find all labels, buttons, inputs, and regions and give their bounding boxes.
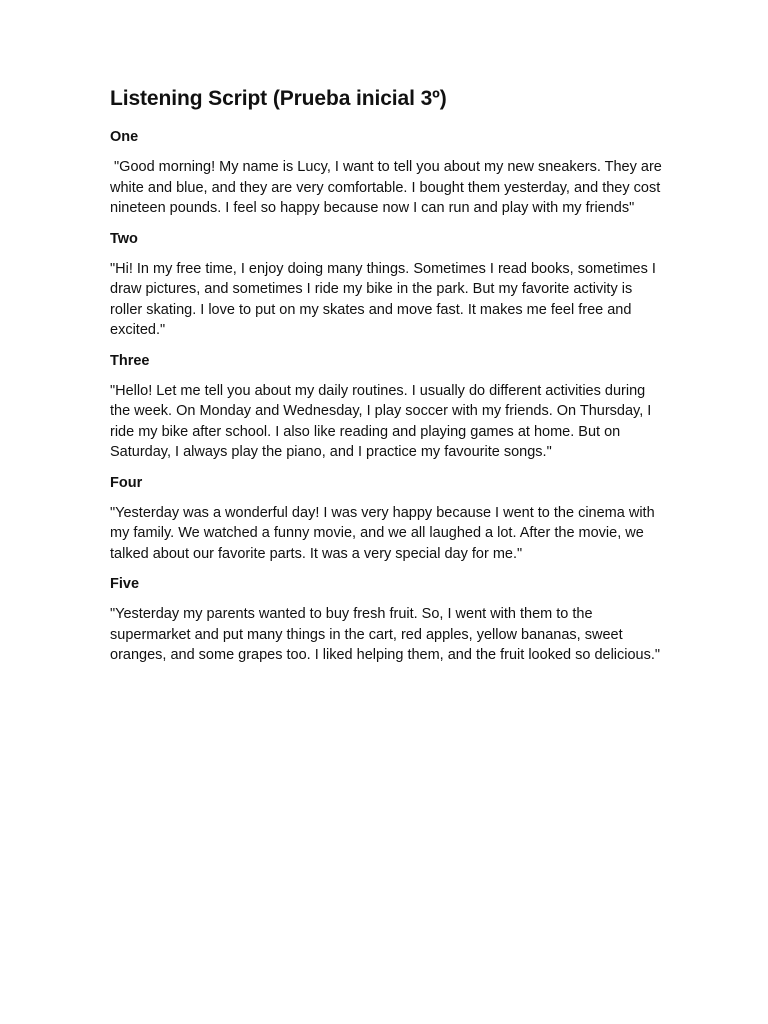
section-heading: Two [110,230,138,247]
section-text: "Yesterday my parents wanted to buy fresh fruit. So, I went with them to the supermarket and put many things in the cart, red apples, yellow bananas, sweet oranges, and some grapes too. I liked helping them, and the fruit looked so delicious." [110,606,661,663]
section-heading: Five [110,576,140,592]
section-text: "Hello! Let me tell you about my daily routines. I usually do different activities during the week. On Monday and Wednesday, I play soccer with my friends. On Thursday, I ride my bike after school. I also like reading and playing games at home. But on Saturday, I always play the piano, and I practice my favourite songs." [110,382,656,460]
section-two [110,229,662,341]
section-heading: Three [110,352,150,369]
section-five [110,574,662,666]
section-three [110,351,662,463]
section-text: "Yesterday was a wonderful day! I was very happy because I went to the cinema with my family. We watched a funny movie, and we all laughed a lot. After the movie, we talked about our favorite parts. It was a very special day for me." [110,504,659,562]
section-text: "Hi! In my free time, I enjoy doing many things. Sometimes I read books, sometimes I draw pictures, and sometimes I ride my bike in the park. But my favorite activity is roller skating. I love to put on my skates and move fast. It makes me feel free and excited." [110,260,660,338]
document-page [110,84,666,676]
section-text: "Good morning! My name is Lucy, I want to tell you about my new sneakers. They are white and blue, and they are very comfortable. I bought them yesterday, and they cost nineteen pounds. I feel so happy because now I can run and play with my friends" [110,159,666,216]
section-heading: Four [110,474,143,491]
section-heading: One [110,129,139,145]
section-four [110,473,662,565]
document-title: Listening Script (Prueba inicial 3º) [110,87,447,110]
section-one [110,127,666,219]
